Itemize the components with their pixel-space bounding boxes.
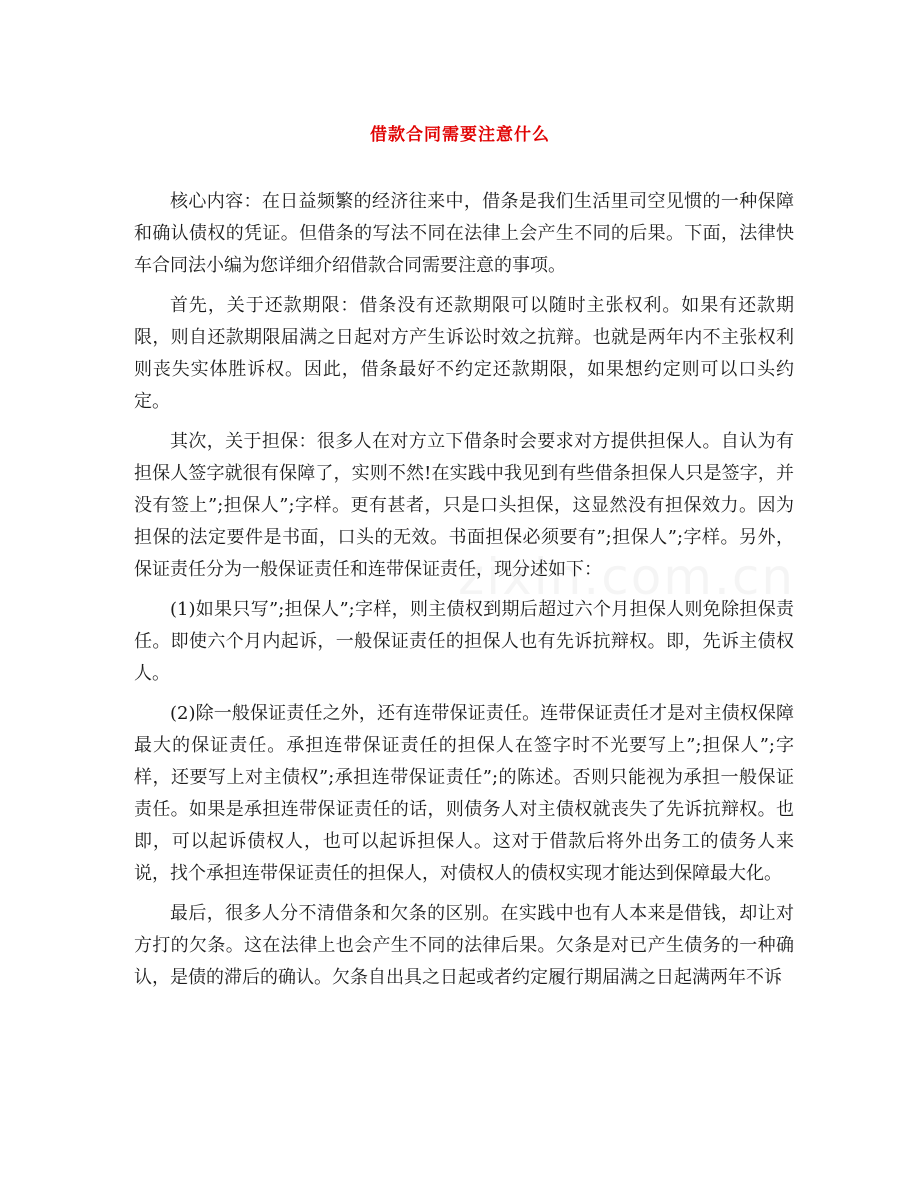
paragraph-iou-difference: 最后，很多人分不清借条和欠条的区别。在实践中也有人本来是借钱，却让对方打的欠条。这在法律上也会产生不同的法律后果。欠条是对已产生债务的一种确认，是债的滞后的确认。欠条自出具之日起或者约定履行期届满之日起满两年不诉 [134,903,794,988]
document-body [134,186,794,1002]
paragraph-joint-guarantee: (2)除一般保证责任之外，还有连带保证责任。连带保证责任才是对主债权保障最大的保证责任。承担连带保证责任的担保人在签字时不光要写上”;担保人”;字样，还要写上对主债权”;承担连带保证责任”;的陈述。否则只能视为承担一般保证责任。如果是承担连带保证责任的话，则债务人对主债权就丧失了先诉抗辩权。也即，可以起诉债权人，也可以起诉担保人。这对于借款后将外出务工的债务人来说，找个承担连带保证责任的担保人，对债权人的债权实现才能达到保障最大化。 [134,703,794,884]
document-title: 借款合同需要注意什么 [370,125,550,145]
paragraph-repayment-term: 首先，关于还款期限：借条没有还款期限可以随时主张权利。如果有还款期限，则自还款期限届满之日起对方产生诉讼时效之抗辩。也就是两年内不主张权利则丧失实体胜诉权。因此，借条最好不约定还款期限，如果想约定则可以口头约定。 [134,295,794,412]
paragraph-guarantee: 其次，关于担保：很多人在对方立下借条时会要求对方提供担保人。自认为有担保人签字就很有保障了，实则不然!在实践中我见到有些借条担保人只是签字，并没有签上”;担保人”;字样。更有甚者，只是口头担保，这显然没有担保效力。因为担保的法定要件是书面，口头的无效。书面担保必须要有”;担保人”;字样。另外，保证责任分为一般保证责任和连带保证责任，现分述如下： [134,431,794,580]
paragraph-core-content: 核心内容：在日益频繁的经济往来中，借条是我们生活里司空见惯的一种保障和确认债权的凭证。但借条的写法不同在法律上会产生不同的后果。下面，法律快车合同法小编为您详细介绍借款合同需要注意的事项。 [134,191,794,276]
paragraph-general-guarantee: (1)如果只写”;担保人”;字样，则主债权到期后超过六个月担保人则免除担保责任。即使六个月内起诉，一般保证责任的担保人也有先诉抗辩权。即，先诉主债权人。 [134,599,794,684]
